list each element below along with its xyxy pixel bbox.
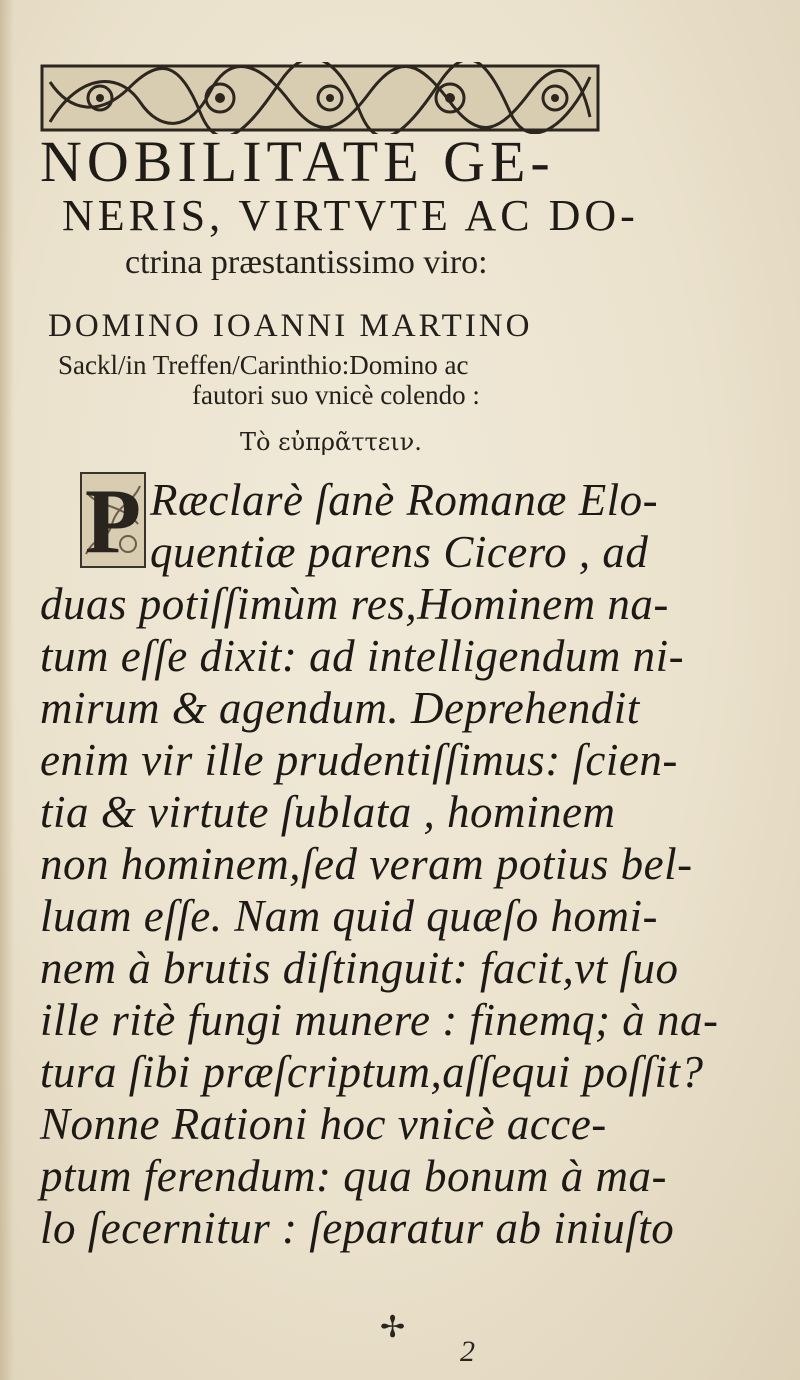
body-line-14: ptum ferendum: qua bonum à ma- — [40, 1151, 668, 1201]
initial-letter: P — [84, 472, 142, 568]
body-line-13: Nonne Rationi hoc vnicè acce- — [40, 1099, 607, 1149]
body-line-5: mirum & agendum. Deprehendit — [40, 683, 640, 733]
page-number: 2 — [460, 1335, 475, 1368]
body-line-2: quentiæ parens Cicero , ad — [150, 527, 649, 577]
dedication-line-1: DOMINO IOANNI MARTINO — [48, 308, 533, 344]
headpiece-ornament — [40, 62, 600, 134]
title-line-2: NERIS, VIRTVTE AC DO- — [62, 191, 639, 240]
body-line-15: lo ſecernitur : ſeparatur ab iniuſto — [40, 1203, 675, 1253]
body-line-8: non hominem,ſed veram potius bel- — [40, 839, 693, 889]
signature-mark: ✢ — [380, 1310, 406, 1345]
body-line-7: tia & virtute ſublata , hominem — [40, 787, 616, 837]
body-line-12: tura ſibi præſcriptum,aſſequi poſſit? — [40, 1047, 704, 1097]
body-line-4: tum eſſe dixit: ad intelligendum ni- — [40, 631, 685, 681]
dedication-line-3: fautori suo vnicè colendo : — [192, 380, 480, 410]
body-line-10: nem à brutis diſtinguit: facit,vt ſuo — [40, 943, 679, 993]
body-line-3: duas potiſſimùm res,Hominem na- — [40, 579, 669, 629]
body-line-1: Ræclarè ſanè Romanæ Elo- — [150, 475, 659, 525]
body-line-11: ille ritè fungi munere : finemq; à na- — [40, 995, 719, 1045]
greek-heading: Τὸ εὐπρᾶττειν. — [240, 428, 422, 456]
body-line-6: enim vir ille prudentiſſimus: ſcien- — [40, 735, 678, 785]
title-line-1: NOBILITATE GE- — [40, 129, 555, 194]
body-line-9: luam eſſe. Nam quid quæſo homi- — [40, 891, 658, 941]
dedication-line-2: Sackl/in Treffen/Carinthio:Domino ac — [58, 350, 469, 380]
page-edge-shadow — [0, 0, 14, 1380]
decorated-initial — [80, 472, 146, 568]
title-line-3: ctrina præstantissimo viro: — [125, 244, 488, 281]
